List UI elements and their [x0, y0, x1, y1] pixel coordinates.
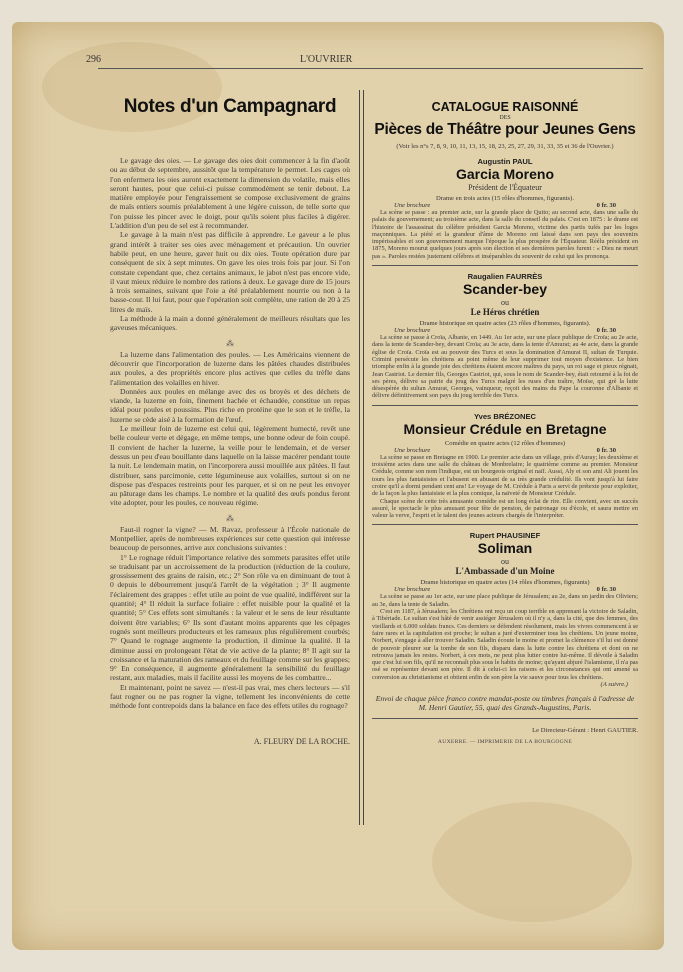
column-divider [363, 90, 364, 825]
footer-rule [372, 718, 638, 719]
play-price-line [372, 202, 638, 209]
play-price: 0 fr. 30 [596, 586, 616, 594]
article-section-vigne [110, 525, 350, 711]
section-separator: ⁂ [226, 338, 234, 348]
play-separator-rule [372, 524, 638, 525]
play-genre: Drame en trois actes (15 rôles d'hommes, figurants). [436, 195, 574, 202]
paper-stain [432, 802, 632, 922]
article-paragraph: Données aux poules en mélange avec des os broyés et des déchets de viande, la luzerne en foin, finement hachée et échaudée, constitue un repas idéal pour poules et poussins. Plus riche en protéine que le son et le trèfle, la luzerne se cède aisé à la formation de l'œuf. [110, 386, 350, 424]
article-section-luzerne [110, 350, 350, 508]
play-separator-rule [372, 265, 638, 266]
column-divider [359, 90, 360, 825]
play-subtitle: ou [501, 557, 509, 567]
article-paragraph: Le meilleur foin de luzerne est celui qui, légèrement humecté, revêt une belle couleur verte et dégage, en même temps, une bonne odeur de foin coupé. Il convient de hacher la luzerne, la veille pour le lendemain, et de verser dessus un peu d'eau bouillante dans laquelle on la laisse macérer pendant toute la nuit. Le lendemain matin, on l'incorporera aussi mouillée aux pâtées. Il faut distribuer, sans parcimonie, cette légumineuse aux volailles, surtout si on ne dispose pas d'espaces restreints pour les parquer, et si on ne peut les envoyer au pâturage dans les champs. Le nombre et la qualité des œufs pondus feront vite adopter, pour les poules, ce nouveau régime. [110, 424, 350, 508]
play-format: Une brochure [394, 586, 431, 594]
play-summary: La scène se passe : au premier acte, sur la grande place de Quito; au second acte, dans une salle du palais du gouvernement; au troisième acte, dans la salle du conseil du palais. C'est en 1875 : le drame est l'histoire de l'assassinat du célèbre président Garcia Moreno, victime des partis tufés par les loges maçonniques. La piété et la grandeur d'âme de Moreno ont laissé dans son pays des souvenirs impérissables et son gouvernement marque l'époque la plus prospère de l'Équateur. Réélu président en 1875, Moreno mourut quelques jours après son élection et ses dernières paroles furent : « Dieu ne meurt pas ». Paroles restées justement célèbres et inséparables du souvenir de celui qui les prononça. [372, 209, 638, 260]
play-summary: Chaque scène de cette très amusante comédie est un long éclat de rire. Elle convient, avec un succès assuré, le spectacle le plus amusant pour fête de pension, de patronage ou d'école, et saura mettre en valeur la verve, l'esprit et le talent des jeunes acteurs chargés de l'interpréter. [372, 497, 638, 520]
catalogue-title: CATALOGUE RAISONNÉ [431, 100, 579, 114]
play-price-line [372, 447, 638, 454]
play-price: 0 fr. 30 [596, 446, 616, 454]
header-rule [98, 68, 643, 69]
article-signature: A. FLEURY DE LA ROCHE. [253, 736, 350, 746]
play-subtitle: ou [501, 298, 509, 308]
journal-name: L'OUVRIER [300, 54, 353, 65]
play-summary: La scène se passe en Bretagne en 1900. Le premier acte dans un village, près d'Auray; les deuxième et troisième actes dans une salle du château de Monbrelaire; le quatrième comme au premier. Monsieur Crédule, comme son nom l'indique, est un bourgeois original et naïf. Aussi, Aly et son ami Ali jouent les tours les plus fantaisistes et l'abusent en abusant de sa très grande crédulité. Ils vont jusqu'à lui faire croire qu'il a dormi pendant cent ans! Le voyage de M. Crédule à Paris a servi de prétexte pour exploiter, de la façon la plus fantaisiste et la plus comique, la naïveté de Monsieur Crédule. [372, 453, 638, 498]
play-format: Une brochure [394, 202, 431, 209]
play-subtitle-bold: L'Ambassade d'un Moine [455, 566, 555, 577]
article-paragraph: Le gavage à la main n'est pas difficile à apprendre. Le gaveur a le plus grand intérêt à traiter ses oies avec ménagement et précaution. Un ouvrier habile peut, en une heure, gaver huit ou dix oies. Toute opération dure par conséquent de six à sept minutes. On gave les oies trois fois par jour. Si l'on constate cependant que, chez certains animaux, le jabot n'est pas encore vide, il vaut mieux réduire le nombre des rations à deux. Le gavage dure de 15 jours à trois semaines, suivant que l'oie a été préalablement nourrie ou non à la basse-cour. Il lui faut, pour que l'opération soit complète, une ration de 20 à 25 litres de maïs. [110, 230, 350, 314]
play-author: Rupert PHAUSINEF [469, 531, 541, 541]
right-column [372, 96, 638, 745]
play-price-line [372, 586, 638, 593]
play-price-line [372, 327, 638, 334]
catalogue-note: (Voir les n°s 7, 8, 9, 10, 11, 13, 15, 18, 23, 25, 27, 29, 31, 33, 35 et 36 de l'Ouvrier.) [396, 143, 614, 150]
play-price: 0 fr. 30 [596, 327, 616, 335]
play-list [372, 157, 638, 681]
printer-line: AUXERRE. — IMPRIMERIE DE LA BOURGOGNE [437, 738, 573, 745]
play-subtitle: Président de l'Équateur [468, 183, 542, 192]
play-summary: C'est en 1187, à Jérusalem; les Chrétiens ont reçu un coup terrible en apprenant la victoire de Saladin, à Tibériade. Le sultan s'est hâté de venir assiéger Jérusalem où il n'y a, dans la cité, que des femmes, des vieillards et 6.000 soldats francs. Ces derniers se défendent résolument, mais les vivres commencent à se faire rares et la capitulation est proche; le sultan a juré d'exterminer tous les chrétiens. Un jeune moine, Norbert, s'engage à aller trouver Saladin. Saladin écoute le moine et promet la clémence s'il lui est donné de pouvoir pleurer sur la tombe de son fils, disparu dans la lutte contre les chrétiens et dont on ne retrouva jamais les restes. Norbert, à ces mots, ne peut plus lutter contre lui-même. Il dévoile à Saladin que c'est lui son fils, qu'il ne reconnaît plus sous le habits de moine; qu'ayant abjuré l'islamisme, il n'a pas osé se représenter devant son père. Il dit à celui-ci les raisons et les circonstances qui ont amené sa conversion au christianisme et obtient enfin de son père la vie sauve pour tous les chrétiens. [372, 608, 638, 681]
director-line: Le Directeur-Gérant : Henri GAUTIER. [532, 726, 638, 734]
play-genre: Drame historique en quatre actes (14 rôles d'hommes, figurants) [420, 579, 590, 587]
play-genre: Comédie en quatre actes (12 rôles d'hommes) [444, 439, 566, 447]
play-subtitle-bold: Le Héros chrétien [470, 307, 540, 318]
article-paragraph: La luzerne dans l'alimentation des poules. — Les Américains viennent de découvrir que l'incorporation de luzerne dans les pâtées chaudes distribuées aux poules, a des propriétés encore plus actives que celles du trèfle dans l'alimentation des volailles en hiver. [110, 349, 350, 387]
play-price: 0 fr. 30 [596, 202, 616, 209]
play-format: Une brochure [394, 327, 431, 335]
page-number: 296 [86, 54, 101, 65]
play-summary: La scène se passe à Croïa, Albanie, en 1449. Au 1er acte, sur une place publique de Croïa; au 2e acte, dans la tente de Scander-bey, devant Croïa; au 3e acte, dans la tente d'Amurat; au 4e acte, dans la grande église de Croïa. Croïa est au pouvoir des Turcs et sous la domination d'Amurat II, sultan de Turquie. Crimini persécute les chrétiens au point même de leur supprimer tout moyen d'existence. Le bien triomphe enfin à la grande joie des chrétiens étaient encore maîtres du pays, un roi sage et pieux régnait, Jean Castriot. Le dernier fils, Georges Castriot, qui, sous le nom de Scander-bey, était retourné à la foi de ses pères, délivre sa patrie du joug des Turcs malgré les ruses d'un traître, Moïse, qui gré la lutte désespérée du sultan Amurat, Georges, vainqueur, reçoit des mains du Pape la couronne d'Albanie et délivre définitivement son pays du joug terrible des Turcs. [372, 334, 638, 400]
play-title: Monsieur Crédule en Bretagne [403, 420, 607, 437]
article-paragraph: Faut-il rogner la vigne? — M. Ravaz, professeur à l'École nationale de Montpellier, après de nombreuses expériences sur cette question qui intéresse beaucoup de personnes, arrive aux conclusions suivantes : [110, 524, 350, 553]
article-title: Notes d'un Campagnard [123, 96, 337, 117]
article-paragraph: 1° Le rognage réduit l'importance relative des sommets parasites effet utile se traduisant par un accroissement de la production (réduction de la coulure, grossissement des grains de raisin, etc.; 2° Son rôle va en diminuant de tout à 0 depuis le débourrement jusqu'à l'arrêt de la végétation ; 3° Il augmente l'éclairement des grappes : effet utile au point de vue qualité, indifférent sur la quantité; 4° Il réduit la surface foliaire : effet nuisible pour la qualité et la quantité; 5° Ces effets sont simultanés : la valeur et le sens de leur résultante doivent être variables; 6° Ils sont d'autant moins apparents que les cépages rognés sont meilleurs producteurs et les rameaux plus régulièrement courbés; 7° Quand le rognage augmente la production, il diminue la qualité. Il la diminue aussi en prolongeant l'état de vie active de la plante; 8° Il agit sur la croissance et la maturation des rameaux et du feuillage comme sur les grappes; 9° En conséquence, il augmente généralement la sensibilité du feuillage restant, aux maladies, mais il facilite aussi les moyens de les combattre... [110, 552, 350, 683]
play-summary: La scène se passe au 1er acte, sur une place publique de Jérusalem; au 2e, dans un jardin des Oliviers; au 3e, dans la tente de Saladin. [372, 593, 638, 608]
play-title: Garcia Moreno [455, 166, 555, 182]
play-title: Scander-bey [462, 281, 548, 298]
play-author: Raugalien FAURRÈS [467, 272, 543, 282]
play-author: Yves BRÉZONEC [473, 411, 537, 421]
play-genre: Drame historique en quatre actes (23 rôles d'hommes, figurants). [419, 320, 591, 328]
article-paragraph: Et maintenant, point ne savez — n'est-il pas vrai, mes chers lecteurs — s'il faut rogner ou ne pas rogner la vigne, tellement les inconvénients de cette méthode font contrepoids dans la balance en face des effets utiles du rognage? [110, 682, 350, 711]
catalogue-title-des: DES [499, 115, 511, 121]
play-separator-rule [372, 405, 638, 406]
play-format: Une brochure [394, 446, 431, 454]
shipping-note: Envoi de chaque pièce franco contre mandat-poste ou timbres français à l'adresse de M. Henri Gautier, 55, quai des Grands-Augustins, Paris. [375, 693, 635, 713]
article-paragraph: Le gavage des oies. — Le gavage des oies doit commencer à la fin d'août ou au début de septembre, aussitôt que la température le permet. Les cages où l'on enfermera les oies auront exactement la dimension du volatile, mais elles seront hautes, pour que celui-ci puisse commodément se tenir debout. La matière employée pour l'engraissement se compose exclusivement de grains de maïs entiers soumis préalablement à une légère cuisson, de telle sorte que l'on puisse les pincer avec le doigt, pour qu'ils soient plus faciles à digérer. L'addition d'un peu de sel est à recommander. [110, 156, 350, 231]
catalogue-subtitle: Pièces de Théâtre pour Jeunes Gens [374, 121, 636, 138]
article-paragraph: La méthode à la main a donné généralement de meilleurs résultats que les gaveuses mécaniques. [110, 314, 350, 333]
article-section-gavage [110, 156, 350, 333]
section-separator: ⁂ [226, 513, 234, 523]
play-title: Soliman [477, 540, 533, 557]
to-be-continued: (A suivre.) [600, 680, 628, 688]
left-column [110, 96, 350, 746]
play-author: Augustin PAUL [477, 157, 533, 166]
